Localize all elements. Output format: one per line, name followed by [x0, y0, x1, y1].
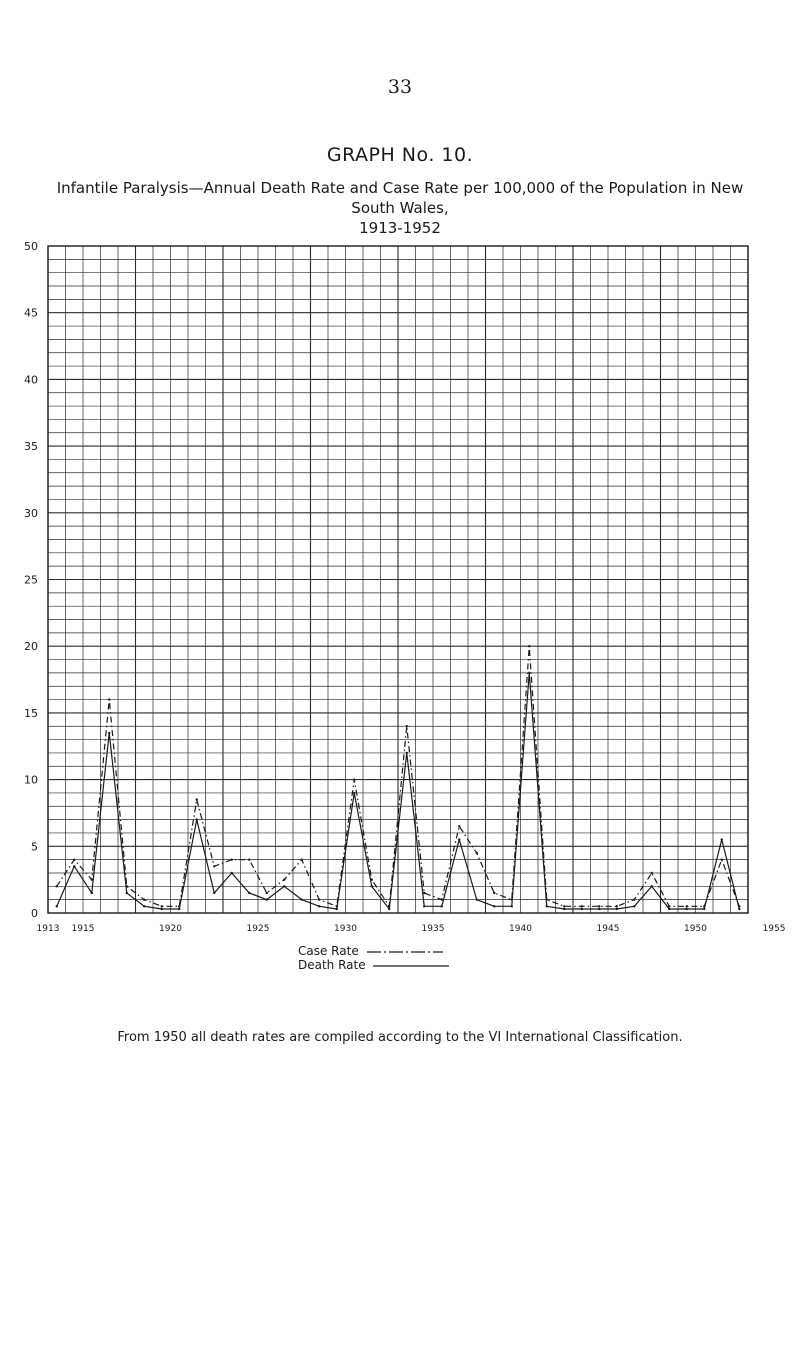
x-tick-label: 1925	[246, 924, 270, 934]
y-tick-label: 20	[24, 640, 38, 654]
data-point-death-rate	[371, 885, 373, 887]
data-point-death-rate	[178, 908, 180, 910]
data-point-death-rate	[196, 818, 198, 820]
data-point-death-rate	[703, 908, 705, 910]
data-point-death-rate	[336, 908, 338, 910]
data-point-death-rate	[686, 908, 688, 910]
data-point-case-rate	[161, 905, 163, 907]
y-tick-label: 15	[24, 706, 38, 720]
data-point-death-rate	[651, 885, 653, 887]
y-tick-label: 40	[24, 373, 38, 387]
data-point-case-rate	[73, 858, 75, 860]
data-point-death-rate	[231, 872, 233, 874]
x-tick-label: 1950	[684, 924, 707, 934]
data-point-death-rate	[546, 905, 548, 907]
y-tick-label: 35	[24, 440, 38, 454]
data-point-death-rate	[511, 905, 513, 907]
y-tick-label: 45	[24, 306, 38, 320]
data-point-case-rate	[458, 825, 460, 827]
data-point-death-rate	[108, 732, 110, 734]
data-point-death-rate	[423, 905, 425, 907]
data-point-death-rate	[616, 908, 618, 910]
data-point-death-rate	[301, 898, 303, 900]
y-tick-label: 30	[24, 506, 38, 520]
data-point-death-rate	[91, 892, 93, 894]
data-point-case-rate	[563, 905, 565, 907]
data-point-death-rate	[213, 892, 215, 894]
legend-case-rate	[298, 944, 443, 958]
data-point-case-rate	[616, 905, 618, 907]
data-point-case-rate	[493, 892, 495, 894]
data-point-case-rate	[283, 878, 285, 880]
data-point-death-rate	[143, 905, 145, 907]
chart-title-line-1: Infantile Paralysis—Annual Death Rate and Case Rate per 100,000 of the Population in New South Wales,	[56, 179, 744, 217]
data-point-death-rate	[441, 905, 443, 907]
data-point-death-rate	[633, 905, 635, 907]
data-point-case-rate	[108, 698, 110, 700]
data-point-case-rate	[598, 905, 600, 907]
data-point-case-rate	[266, 892, 268, 894]
y-tick-label: 5	[31, 840, 38, 854]
data-point-death-rate	[563, 908, 565, 910]
data-point-case-rate	[633, 898, 635, 900]
data-point-death-rate	[56, 905, 58, 907]
legend-case-rate-label: Case Rate	[298, 944, 359, 958]
footnote: From 1950 all death rates are compiled according to the VI International Classification.	[117, 1030, 683, 1045]
data-point-death-rate	[161, 908, 163, 910]
data-point-death-rate	[406, 752, 408, 754]
x-tick-label: 1935	[421, 924, 445, 934]
data-point-case-rate	[476, 852, 478, 854]
data-point-case-rate	[581, 905, 583, 907]
data-point-case-rate	[56, 885, 58, 887]
y-tick-label: 10	[24, 773, 38, 787]
data-point-case-rate	[528, 645, 530, 647]
chart-title-line-2: 1913-1952	[359, 219, 441, 237]
data-point-death-rate	[283, 885, 285, 887]
data-point-case-rate	[721, 858, 723, 860]
data-point-death-rate	[528, 672, 530, 674]
data-point-case-rate	[213, 865, 215, 867]
data-point-death-rate	[721, 838, 723, 840]
data-point-case-rate	[248, 858, 250, 860]
legend-death-rate-label: Death Rate	[298, 958, 366, 972]
data-point-death-rate	[598, 908, 600, 910]
x-tick-label: 1940	[509, 924, 532, 934]
data-point-case-rate	[143, 898, 145, 900]
legend-death-rate	[298, 958, 449, 972]
data-point-case-rate	[353, 778, 355, 780]
data-point-death-rate	[353, 792, 355, 794]
data-point-death-rate	[458, 838, 460, 840]
x-tick-label: 1913	[36, 924, 60, 934]
page-number: 33	[387, 76, 413, 98]
legend-death-rate-swatch	[373, 962, 449, 970]
data-point-death-rate	[248, 892, 250, 894]
y-tick-label: 50	[24, 240, 38, 253]
data-point-case-rate	[301, 858, 303, 860]
data-point-death-rate	[476, 898, 478, 900]
data-point-case-rate	[196, 798, 198, 800]
data-point-death-rate	[581, 908, 583, 910]
data-point-death-rate	[73, 865, 75, 867]
data-point-case-rate	[406, 725, 408, 727]
data-point-death-rate	[318, 905, 320, 907]
y-tick-label: 0	[31, 907, 38, 920]
x-tick-label: 1920	[159, 924, 182, 934]
data-point-death-rate	[388, 908, 390, 910]
x-tick-label: 1955	[762, 924, 786, 934]
data-point-death-rate	[266, 898, 268, 900]
x-tick-label: 1915	[71, 924, 95, 934]
data-point-case-rate	[231, 858, 233, 860]
y-tick-label: 25	[24, 573, 38, 587]
data-point-case-rate	[651, 872, 653, 874]
data-point-death-rate	[668, 908, 670, 910]
data-point-case-rate	[686, 905, 688, 907]
data-point-death-rate	[493, 905, 495, 907]
x-tick-label: 1930	[334, 924, 357, 934]
legend-case-rate-swatch	[367, 948, 443, 956]
data-point-case-rate	[441, 898, 443, 900]
data-point-case-rate	[318, 898, 320, 900]
data-point-death-rate	[738, 908, 740, 910]
data-point-death-rate	[126, 892, 128, 894]
graph-number: GRAPH No. 10.	[326, 144, 474, 166]
x-tick-label: 1945	[596, 924, 620, 934]
